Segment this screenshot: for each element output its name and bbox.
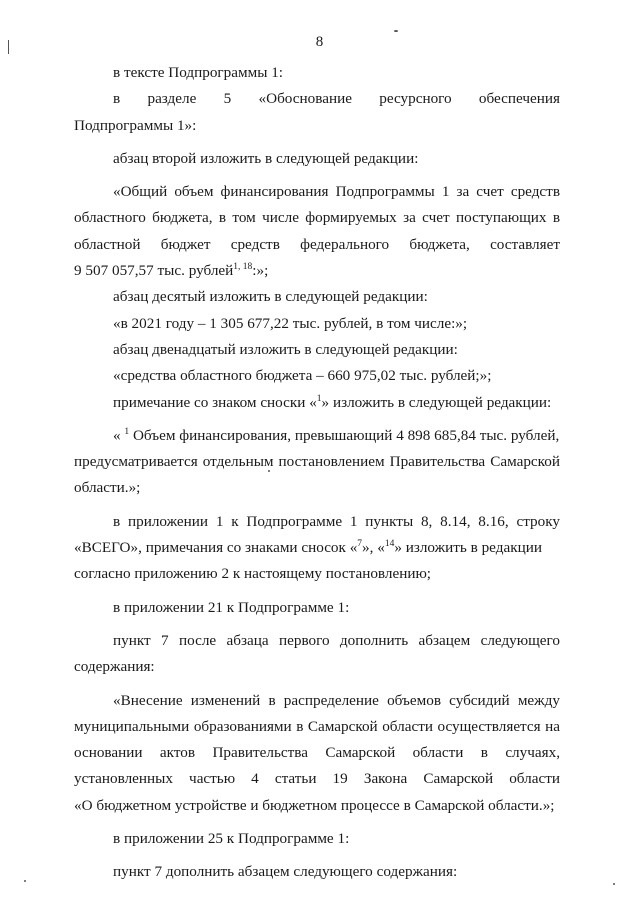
text-line: в тексте Подпрограммы 1:	[113, 64, 284, 81]
footnote-mark: 1	[124, 426, 130, 437]
text-line: области.»;	[74, 479, 141, 497]
text-line: «средства областного бюджета – 660 975,02 тыс. рублей;»;	[113, 367, 492, 385]
text-line: установленных частью 4 статьи 19 Закона Самарской области	[74, 770, 560, 788]
page-number: 8	[315, 34, 324, 50]
text-line: 9 507 057,57 тыс. рублей$^{1, 18}$:»;	[74, 262, 269, 280]
scan-speck	[394, 30, 398, 32]
text-line: в разделе 5 «Обоснование ресурсного обеспечения	[113, 90, 560, 108]
footnote-mark: 1, 18	[233, 262, 253, 273]
text-line: пункт 7 дополнить абзацем следующего содержания:	[113, 863, 458, 881]
text-line: предусматривается отдельным постановлением Правительства Самарской	[74, 453, 560, 471]
footnote-mark: 1	[316, 393, 322, 404]
text-line: абзац двенадцатый изложить в следующей редакции:	[113, 340, 458, 358]
text-line: содержания:	[74, 658, 155, 676]
text-line: пункт 7 после абзаца первого дополнить абзацем следующего	[113, 631, 560, 649]
text-line: областной бюджет средств федерального бюджета, составляет	[74, 235, 560, 253]
scan-speck	[8, 40, 9, 54]
scan-speck	[613, 883, 615, 885]
text-line: абзац десятый изложить в следующей редакции:	[113, 288, 428, 306]
text-line: в приложении 1 к Подпрограмме 1 пункты 8, 8.14, 8.16, строку	[113, 512, 560, 530]
text-line: абзац второй изложить в следующей редакции:	[113, 149, 419, 167]
scan-speck	[268, 470, 270, 472]
text-line: Подпрограммы 1»:	[74, 116, 197, 134]
text-line: «О бюджетном устройстве и бюджетном процессе в Самарской области.»;	[74, 796, 555, 814]
text-line: «ВСЕГО», примечания со знаками сносок «$^7$», «$^{14}$» изложить в редакции	[74, 538, 542, 557]
footnote-mark: 7	[357, 538, 363, 549]
text-line: согласно приложению 2 к настоящему постановлению;	[74, 565, 432, 583]
text-line: примечание со знаком сноски «$^1$» изложить в следующей редакции:	[113, 393, 552, 411]
text-line: «в 2021 году – 1 305 677,22 тыс. рублей, в том числе:»;	[113, 314, 468, 332]
text-line: «Внесение изменений в распределение объемов субсидий между	[113, 691, 560, 709]
text-line: основании актов Правительства Самарской области в случаях,	[74, 744, 560, 762]
document-body	[74, 60, 560, 886]
text-line: в приложении 25 к Подпрограмме 1:	[113, 830, 350, 848]
text-line: в приложении 21 к Подпрограмме 1:	[113, 598, 350, 616]
text-line: муниципальными образованиями в Самарской области осуществляется на	[74, 717, 560, 735]
footnote-mark: 14	[384, 538, 395, 549]
text-line: « $^1$ Объем финансирования, превышающий 4 898 685,84 тыс. рублей,	[113, 426, 560, 444]
text-line: «Общий объем финансирования Подпрограммы 1 за счет средств	[113, 183, 560, 201]
text-line: областного бюджета, в том числе формируемых за счет поступающих в	[74, 209, 560, 227]
scan-speck	[24, 880, 26, 882]
